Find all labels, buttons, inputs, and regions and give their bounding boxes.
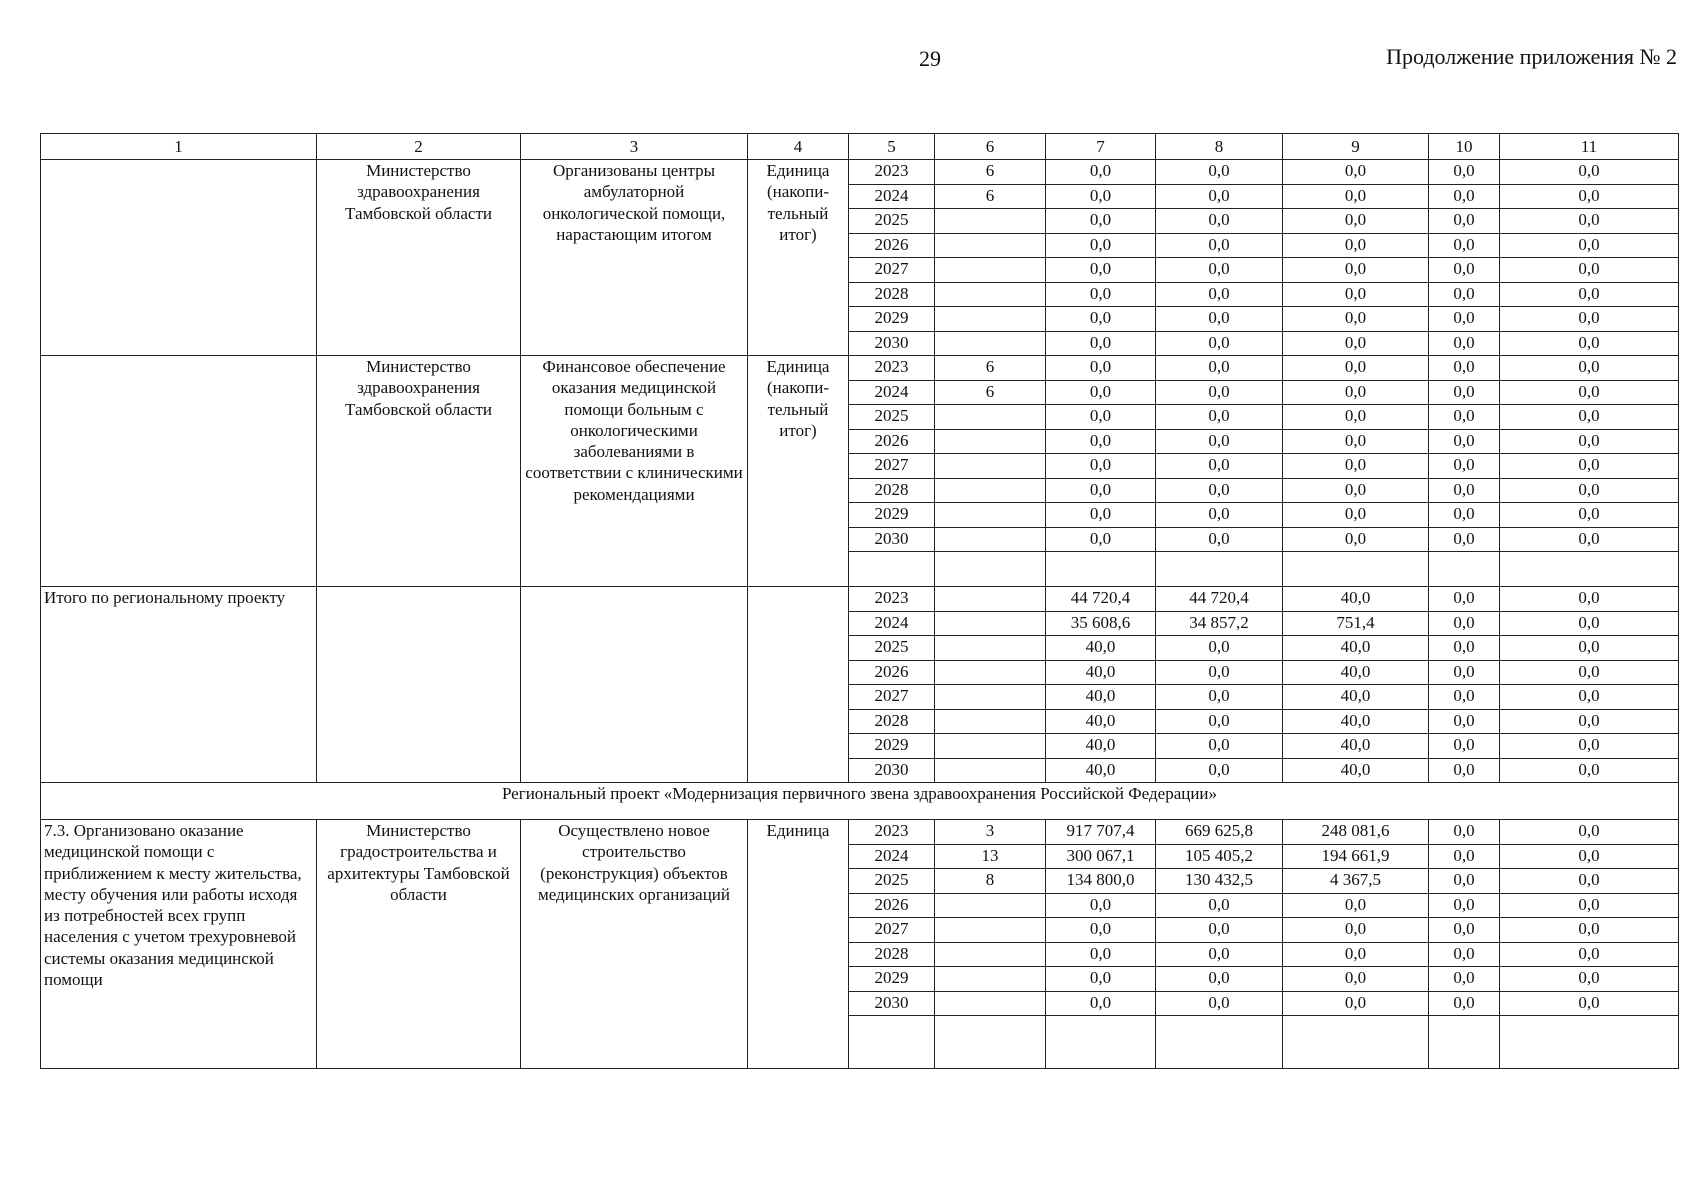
regional-budget-cell: 0,0	[1283, 429, 1429, 454]
col-number: 8	[1156, 134, 1283, 160]
row-label: 7.3. Организовано оказание медицинской помощи с приближением к месту жительства, месту обучения или работы исходя из потребностей всех групп населения с учетом трехуровневой системы оказания медицинской помощи	[41, 820, 317, 1069]
unit-of-measure: Единица (накопи-тельный итог)	[748, 160, 849, 356]
other-sources-cell: 0,0	[1500, 611, 1679, 636]
local-budget-cell: 0,0	[1429, 991, 1500, 1016]
responsible-body: Министерство градостроительства и архитектуры Тамбовской области	[317, 820, 521, 1069]
col-number: 4	[748, 134, 849, 160]
total-cell: 0,0	[1046, 429, 1156, 454]
section-row	[41, 783, 1679, 820]
year-cell: 2024	[849, 844, 935, 869]
year-cell: 2024	[849, 380, 935, 405]
local-budget-cell: 0,0	[1429, 869, 1500, 894]
total-cell: 44 720,4	[1046, 587, 1156, 612]
year-cell: 2028	[849, 942, 935, 967]
target-value-cell	[935, 527, 1046, 552]
federal-budget-cell: 0,0	[1156, 405, 1283, 430]
local-budget-cell: 0,0	[1429, 331, 1500, 356]
regional-budget-cell: 0,0	[1283, 160, 1429, 185]
empty-cell	[1156, 1016, 1283, 1069]
federal-budget-cell: 0,0	[1156, 282, 1283, 307]
total-cell: 0,0	[1046, 380, 1156, 405]
total-cell: 40,0	[1046, 660, 1156, 685]
regional-budget-cell: 0,0	[1283, 258, 1429, 283]
responsible-body: Министерство здравоохранения Тамбовской области	[317, 160, 521, 356]
empty-cell	[1156, 552, 1283, 587]
total-cell: 0,0	[1046, 918, 1156, 943]
empty-cell	[1500, 552, 1679, 587]
empty-cell	[1500, 1016, 1679, 1069]
responsible-body: Министерство здравоохранения Тамбовской области	[317, 356, 521, 587]
other-sources-cell: 0,0	[1500, 660, 1679, 685]
regional-budget-cell: 0,0	[1283, 282, 1429, 307]
regional-budget-cell: 0,0	[1283, 380, 1429, 405]
other-sources-cell: 0,0	[1500, 356, 1679, 381]
target-value-cell	[935, 893, 1046, 918]
target-value-cell	[935, 942, 1046, 967]
target-value-cell	[935, 758, 1046, 783]
other-sources-cell: 0,0	[1500, 307, 1679, 332]
federal-budget-cell: 0,0	[1156, 478, 1283, 503]
other-sources-cell: 0,0	[1500, 331, 1679, 356]
total-cell: 40,0	[1046, 636, 1156, 661]
empty-cell	[935, 552, 1046, 587]
total-cell: 134 800,0	[1046, 869, 1156, 894]
table-row	[41, 356, 1679, 381]
indicator-name: Финансовое обеспечение оказания медицинской помощи больным с онкологическими заболеваниями в соответствии с клиническими рекомендациями	[521, 356, 748, 587]
target-value-cell	[935, 331, 1046, 356]
target-value-cell	[935, 258, 1046, 283]
empty-cell	[1283, 552, 1429, 587]
regional-budget-cell: 4 367,5	[1283, 869, 1429, 894]
total-cell: 40,0	[1046, 758, 1156, 783]
other-sources-cell: 0,0	[1500, 258, 1679, 283]
total-cell: 0,0	[1046, 307, 1156, 332]
total-cell: 0,0	[1046, 331, 1156, 356]
total-cell: 0,0	[1046, 991, 1156, 1016]
year-cell: 2028	[849, 478, 935, 503]
regional-budget-cell: 0,0	[1283, 893, 1429, 918]
col-number: 3	[521, 134, 748, 160]
indicator-name: Организованы центры амбулаторной онкологической помощи, нарастающим итогом	[521, 160, 748, 356]
section-title: Региональный проект «Модернизация первичного звена здравоохранения Российской Федерации»	[41, 783, 1679, 820]
target-value-cell: 13	[935, 844, 1046, 869]
year-cell: 2030	[849, 991, 935, 1016]
local-budget-cell: 0,0	[1429, 356, 1500, 381]
regional-budget-cell: 40,0	[1283, 636, 1429, 661]
indicator-name: Осуществлено новое строительство (реконструкция) объектов медицинских организаций	[521, 820, 748, 1069]
regional-budget-cell: 0,0	[1283, 184, 1429, 209]
other-sources-cell: 0,0	[1500, 380, 1679, 405]
table-row	[41, 160, 1679, 185]
total-cell: 0,0	[1046, 209, 1156, 234]
federal-budget-cell: 0,0	[1156, 709, 1283, 734]
target-value-cell	[935, 636, 1046, 661]
target-value-cell: 6	[935, 380, 1046, 405]
other-sources-cell: 0,0	[1500, 587, 1679, 612]
regional-budget-cell: 0,0	[1283, 356, 1429, 381]
local-budget-cell: 0,0	[1429, 429, 1500, 454]
responsible-body	[317, 587, 521, 783]
local-budget-cell: 0,0	[1429, 478, 1500, 503]
total-cell: 40,0	[1046, 685, 1156, 710]
federal-budget-cell: 0,0	[1156, 918, 1283, 943]
target-value-cell	[935, 660, 1046, 685]
regional-budget-cell: 40,0	[1283, 709, 1429, 734]
year-cell: 2026	[849, 893, 935, 918]
regional-budget-cell: 0,0	[1283, 527, 1429, 552]
total-cell: 917 707,4	[1046, 820, 1156, 845]
local-budget-cell: 0,0	[1429, 405, 1500, 430]
federal-budget-cell: 0,0	[1156, 429, 1283, 454]
local-budget-cell: 0,0	[1429, 233, 1500, 258]
year-cell: 2029	[849, 503, 935, 528]
total-cell: 300 067,1	[1046, 844, 1156, 869]
table-row	[41, 820, 1679, 845]
regional-budget-cell: 0,0	[1283, 918, 1429, 943]
year-cell: 2027	[849, 454, 935, 479]
total-cell: 0,0	[1046, 356, 1156, 381]
federal-budget-cell: 0,0	[1156, 233, 1283, 258]
regional-budget-cell: 0,0	[1283, 478, 1429, 503]
year-cell: 2026	[849, 233, 935, 258]
local-budget-cell: 0,0	[1429, 893, 1500, 918]
col-number: 10	[1429, 134, 1500, 160]
regional-budget-cell: 0,0	[1283, 307, 1429, 332]
other-sources-cell: 0,0	[1500, 478, 1679, 503]
indicator-name	[521, 587, 748, 783]
col-number: 6	[935, 134, 1046, 160]
regional-budget-cell: 0,0	[1283, 503, 1429, 528]
federal-budget-cell: 0,0	[1156, 758, 1283, 783]
empty-cell	[1046, 1016, 1156, 1069]
federal-budget-cell: 0,0	[1156, 527, 1283, 552]
regional-budget-cell: 194 661,9	[1283, 844, 1429, 869]
other-sources-cell: 0,0	[1500, 709, 1679, 734]
regional-budget-cell: 751,4	[1283, 611, 1429, 636]
local-budget-cell: 0,0	[1429, 503, 1500, 528]
federal-budget-cell: 44 720,4	[1156, 587, 1283, 612]
empty-cell	[1283, 1016, 1429, 1069]
unit-of-measure: Единица	[748, 820, 849, 1069]
appendix-table	[40, 133, 1679, 1069]
year-cell: 2027	[849, 918, 935, 943]
total-cell: 35 608,6	[1046, 611, 1156, 636]
local-budget-cell: 0,0	[1429, 820, 1500, 845]
regional-budget-cell: 248 081,6	[1283, 820, 1429, 845]
local-budget-cell: 0,0	[1429, 611, 1500, 636]
total-cell: 0,0	[1046, 478, 1156, 503]
regional-budget-cell: 40,0	[1283, 685, 1429, 710]
other-sources-cell: 0,0	[1500, 282, 1679, 307]
local-budget-cell: 0,0	[1429, 967, 1500, 992]
local-budget-cell: 0,0	[1429, 307, 1500, 332]
federal-budget-cell: 0,0	[1156, 685, 1283, 710]
year-cell: 2025	[849, 636, 935, 661]
year-cell: 2025	[849, 869, 935, 894]
year-cell: 2026	[849, 429, 935, 454]
local-budget-cell: 0,0	[1429, 258, 1500, 283]
target-value-cell	[935, 611, 1046, 636]
empty-cell	[1429, 552, 1500, 587]
federal-budget-cell: 669 625,8	[1156, 820, 1283, 845]
year-cell: 2024	[849, 184, 935, 209]
regional-budget-cell: 40,0	[1283, 734, 1429, 759]
local-budget-cell: 0,0	[1429, 918, 1500, 943]
unit-of-measure: Единица (накопи-тельный итог)	[748, 356, 849, 587]
federal-budget-cell: 34 857,2	[1156, 611, 1283, 636]
header-row	[41, 134, 1679, 160]
federal-budget-cell: 0,0	[1156, 160, 1283, 185]
federal-budget-cell: 0,0	[1156, 991, 1283, 1016]
other-sources-cell: 0,0	[1500, 942, 1679, 967]
regional-budget-cell: 40,0	[1283, 660, 1429, 685]
local-budget-cell: 0,0	[1429, 527, 1500, 552]
target-value-cell: 3	[935, 820, 1046, 845]
col-number: 5	[849, 134, 935, 160]
year-cell: 2028	[849, 282, 935, 307]
target-value-cell	[935, 734, 1046, 759]
total-cell: 0,0	[1046, 527, 1156, 552]
year-cell: 2029	[849, 307, 935, 332]
year-cell: 2025	[849, 209, 935, 234]
other-sources-cell: 0,0	[1500, 160, 1679, 185]
target-value-cell	[935, 282, 1046, 307]
regional-budget-cell: 0,0	[1283, 991, 1429, 1016]
other-sources-cell: 0,0	[1500, 405, 1679, 430]
other-sources-cell: 0,0	[1500, 454, 1679, 479]
target-value-cell	[935, 967, 1046, 992]
federal-budget-cell: 0,0	[1156, 660, 1283, 685]
empty-cell	[1046, 552, 1156, 587]
continuation-label: Продолжение приложения № 2	[1386, 44, 1677, 69]
total-cell: 0,0	[1046, 258, 1156, 283]
target-value-cell: 6	[935, 160, 1046, 185]
target-value-cell	[935, 685, 1046, 710]
year-cell: 2024	[849, 611, 935, 636]
federal-budget-cell: 0,0	[1156, 209, 1283, 234]
year-cell: 2027	[849, 258, 935, 283]
year-cell: 2023	[849, 820, 935, 845]
regional-budget-cell: 0,0	[1283, 233, 1429, 258]
other-sources-cell: 0,0	[1500, 685, 1679, 710]
target-value-cell	[935, 587, 1046, 612]
local-budget-cell: 0,0	[1429, 209, 1500, 234]
federal-budget-cell: 0,0	[1156, 307, 1283, 332]
total-cell: 40,0	[1046, 734, 1156, 759]
target-value-cell	[935, 429, 1046, 454]
year-cell: 2025	[849, 405, 935, 430]
target-value-cell	[935, 918, 1046, 943]
table-body	[41, 134, 1679, 1069]
other-sources-cell: 0,0	[1500, 503, 1679, 528]
col-number: 1	[41, 134, 317, 160]
local-budget-cell: 0,0	[1429, 734, 1500, 759]
col-number: 7	[1046, 134, 1156, 160]
local-budget-cell: 0,0	[1429, 758, 1500, 783]
page-number: 29	[919, 46, 941, 71]
federal-budget-cell: 0,0	[1156, 454, 1283, 479]
row-label	[41, 160, 317, 356]
local-budget-cell: 0,0	[1429, 160, 1500, 185]
regional-budget-cell: 40,0	[1283, 587, 1429, 612]
total-cell: 0,0	[1046, 893, 1156, 918]
year-cell: 2030	[849, 527, 935, 552]
local-budget-cell: 0,0	[1429, 184, 1500, 209]
target-value-cell	[935, 709, 1046, 734]
regional-budget-cell: 40,0	[1283, 758, 1429, 783]
federal-budget-cell: 0,0	[1156, 331, 1283, 356]
col-number: 9	[1283, 134, 1429, 160]
local-budget-cell: 0,0	[1429, 660, 1500, 685]
federal-budget-cell: 0,0	[1156, 503, 1283, 528]
local-budget-cell: 0,0	[1429, 636, 1500, 661]
federal-budget-cell: 130 432,5	[1156, 869, 1283, 894]
local-budget-cell: 0,0	[1429, 282, 1500, 307]
other-sources-cell: 0,0	[1500, 636, 1679, 661]
local-budget-cell: 0,0	[1429, 844, 1500, 869]
total-cell: 0,0	[1046, 967, 1156, 992]
total-cell: 0,0	[1046, 942, 1156, 967]
row-label	[41, 356, 317, 587]
total-cell: 0,0	[1046, 233, 1156, 258]
other-sources-cell: 0,0	[1500, 429, 1679, 454]
year-cell: 2023	[849, 160, 935, 185]
year-cell: 2029	[849, 734, 935, 759]
local-budget-cell: 0,0	[1429, 454, 1500, 479]
target-value-cell	[935, 233, 1046, 258]
target-value-cell: 6	[935, 184, 1046, 209]
other-sources-cell: 0,0	[1500, 967, 1679, 992]
other-sources-cell: 0,0	[1500, 233, 1679, 258]
empty-cell	[1429, 1016, 1500, 1069]
total-cell: 0,0	[1046, 184, 1156, 209]
federal-budget-cell: 0,0	[1156, 380, 1283, 405]
target-value-cell	[935, 307, 1046, 332]
total-cell: 0,0	[1046, 282, 1156, 307]
target-value-cell	[935, 209, 1046, 234]
year-cell: 2026	[849, 660, 935, 685]
regional-budget-cell: 0,0	[1283, 331, 1429, 356]
total-cell: 0,0	[1046, 405, 1156, 430]
federal-budget-cell: 0,0	[1156, 942, 1283, 967]
regional-budget-cell: 0,0	[1283, 209, 1429, 234]
federal-budget-cell: 0,0	[1156, 893, 1283, 918]
total-cell: 0,0	[1046, 454, 1156, 479]
local-budget-cell: 0,0	[1429, 380, 1500, 405]
local-budget-cell: 0,0	[1429, 709, 1500, 734]
year-cell: 2023	[849, 587, 935, 612]
year-cell: 2030	[849, 331, 935, 356]
empty-cell	[849, 1016, 935, 1069]
other-sources-cell: 0,0	[1500, 758, 1679, 783]
other-sources-cell: 0,0	[1500, 869, 1679, 894]
target-value-cell	[935, 454, 1046, 479]
col-number: 11	[1500, 134, 1679, 160]
unit-of-measure	[748, 587, 849, 783]
other-sources-cell: 0,0	[1500, 734, 1679, 759]
other-sources-cell: 0,0	[1500, 918, 1679, 943]
other-sources-cell: 0,0	[1500, 893, 1679, 918]
year-cell: 2023	[849, 356, 935, 381]
target-value-cell: 8	[935, 869, 1046, 894]
other-sources-cell: 0,0	[1500, 209, 1679, 234]
row-label: Итого по региональному проекту	[41, 587, 317, 783]
local-budget-cell: 0,0	[1429, 942, 1500, 967]
federal-budget-cell: 0,0	[1156, 967, 1283, 992]
target-value-cell	[935, 991, 1046, 1016]
federal-budget-cell: 0,0	[1156, 258, 1283, 283]
federal-budget-cell: 0,0	[1156, 184, 1283, 209]
year-cell: 2028	[849, 709, 935, 734]
total-cell: 40,0	[1046, 709, 1156, 734]
other-sources-cell: 0,0	[1500, 527, 1679, 552]
federal-budget-cell: 0,0	[1156, 636, 1283, 661]
other-sources-cell: 0,0	[1500, 844, 1679, 869]
local-budget-cell: 0,0	[1429, 685, 1500, 710]
other-sources-cell: 0,0	[1500, 184, 1679, 209]
empty-cell	[849, 552, 935, 587]
target-value-cell	[935, 503, 1046, 528]
regional-budget-cell: 0,0	[1283, 942, 1429, 967]
total-cell: 0,0	[1046, 503, 1156, 528]
empty-cell	[935, 1016, 1046, 1069]
year-cell: 2029	[849, 967, 935, 992]
target-value-cell	[935, 478, 1046, 503]
table-row	[41, 587, 1679, 612]
regional-budget-cell: 0,0	[1283, 454, 1429, 479]
other-sources-cell: 0,0	[1500, 820, 1679, 845]
federal-budget-cell: 0,0	[1156, 734, 1283, 759]
regional-budget-cell: 0,0	[1283, 405, 1429, 430]
year-cell: 2030	[849, 758, 935, 783]
other-sources-cell: 0,0	[1500, 991, 1679, 1016]
local-budget-cell: 0,0	[1429, 587, 1500, 612]
year-cell: 2027	[849, 685, 935, 710]
federal-budget-cell: 105 405,2	[1156, 844, 1283, 869]
total-cell: 0,0	[1046, 160, 1156, 185]
regional-budget-cell: 0,0	[1283, 967, 1429, 992]
federal-budget-cell: 0,0	[1156, 356, 1283, 381]
target-value-cell: 6	[935, 356, 1046, 381]
col-number: 2	[317, 134, 521, 160]
target-value-cell	[935, 405, 1046, 430]
